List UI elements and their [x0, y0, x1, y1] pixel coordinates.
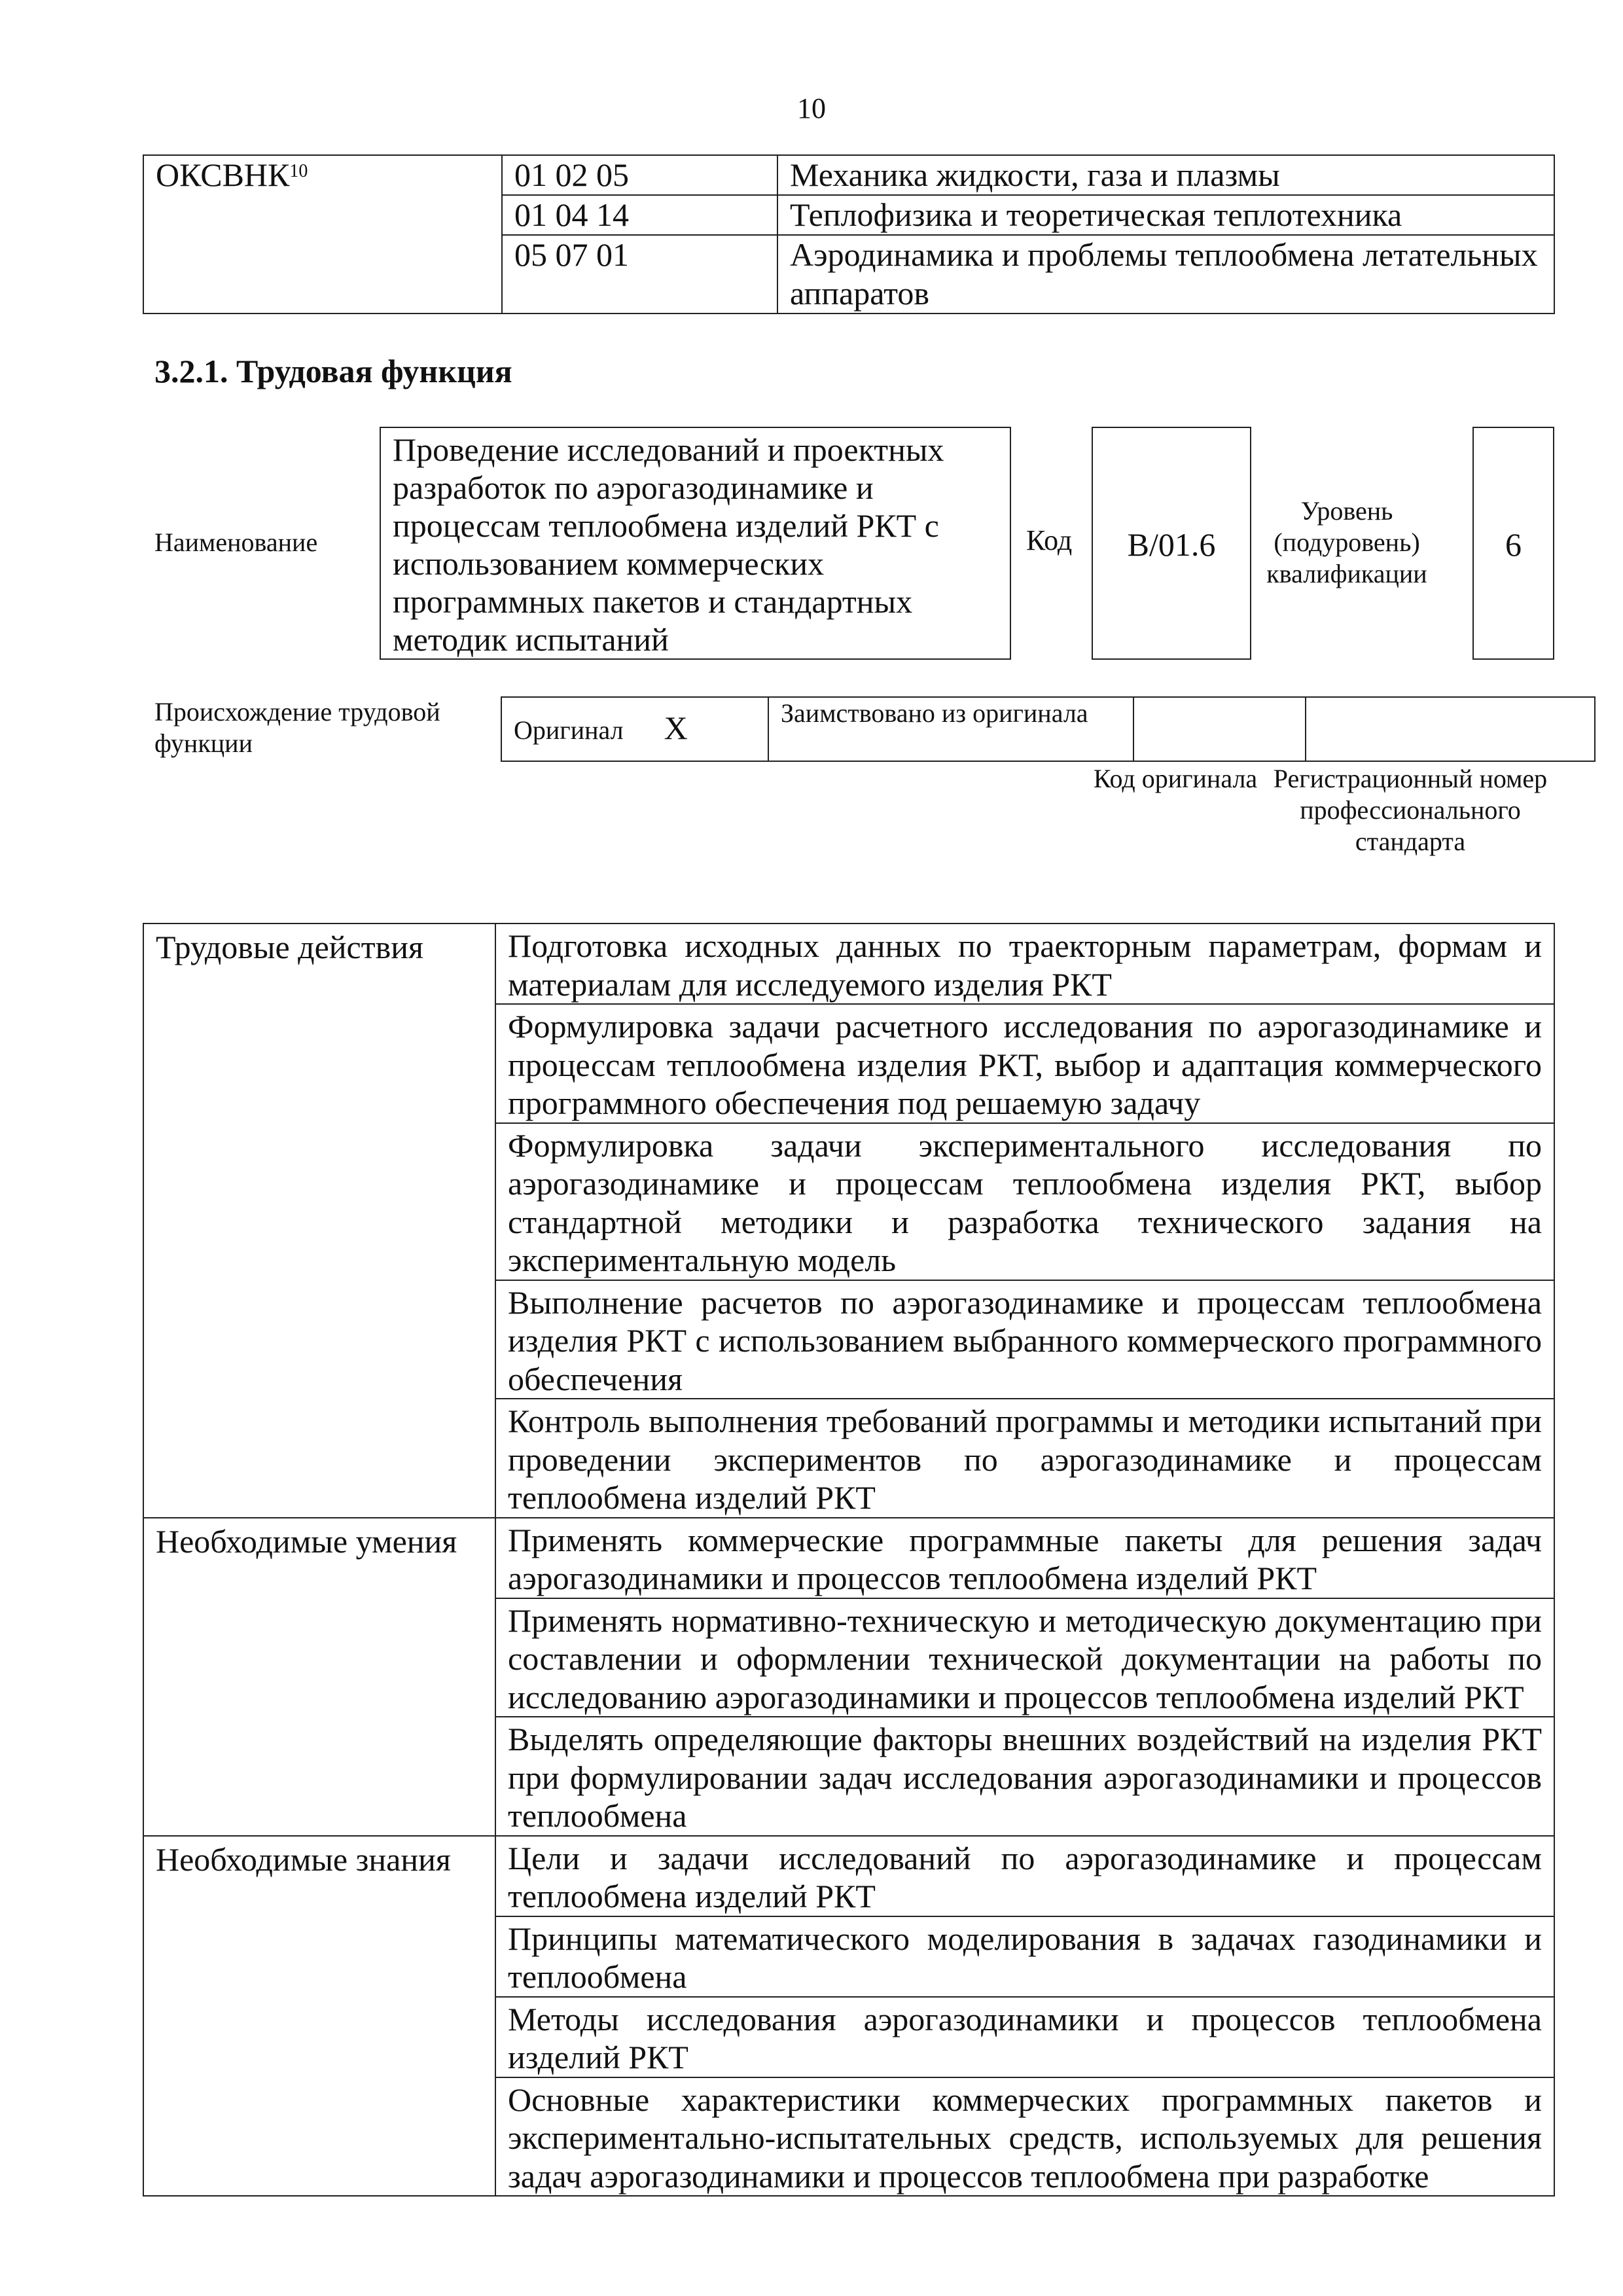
section-heading: Трудовые действия — [143, 924, 495, 1004]
origin-table — [501, 696, 1596, 762]
table-row: Формулировка задачи экспериментального исследования по аэрогазодинамике и процессам теплообмена изделия РКТ, выбор стандартной методики и разработка технического задания на экспериментальную модель — [495, 1123, 1554, 1280]
name-label: Наименование — [154, 528, 318, 557]
table-row: Формулировка задачи расчетного исследования по аэрогазодинамике и процессам теплообмена изделия РКТ, выбор и адаптация коммерческого программного обеспечения под решаемую задачу — [495, 1004, 1554, 1123]
okso-code: 01 04 14 — [502, 195, 777, 235]
okso-footnote: 10 — [289, 161, 308, 181]
origin-code-cell — [1133, 697, 1306, 761]
table-row: Применять коммерческие программные пакеты для решения задач аэрогазодинамики и процессов теплообмена изделий РКТ — [495, 1518, 1554, 1598]
page-number: 10 — [797, 92, 826, 124]
table-row: Выполнение расчетов по аэрогазодинамике и процессам теплообмена изделия РКТ с использованием выбранного коммерческого программного обеспечения — [495, 1280, 1554, 1399]
okso-label: ОКСВНК — [156, 156, 290, 193]
origin-borrowed-label: Заимствовано из оригинала — [768, 697, 1133, 761]
function-code: B/01.6 — [1092, 427, 1251, 660]
table-row: Контроль выполнения требований программы и методики испытаний при проведении экспериментов по аэрогазодинамике и процессам теплообмена изделий РКТ — [495, 1399, 1554, 1518]
table-row: Выделять определяющие факторы внешних воздействий на изделия РКТ при формулировании задач исследования аэрогазодинамики и процессов теплообмена — [495, 1717, 1554, 1836]
table-row: Принципы математического моделирования в задачах газодинамики и теплообмена — [495, 1916, 1554, 1997]
code-label: Код — [1026, 524, 1073, 556]
table-row: Основные характеристики коммерческих программных пакетов и экспериментально-испытательных средств, используемых для решения задач аэрогазодинамики и процессов теплообмена при разработке — [495, 2077, 1554, 2197]
okso-name: Механика жидкости, газа и плазмы — [777, 155, 1554, 195]
table-row: Методы исследования аэрогазодинамики и процессов теплообмена изделий РКТ — [495, 1997, 1554, 2077]
okso-table — [143, 154, 1555, 314]
section-title: 3.2.1. Трудовая функция — [154, 353, 512, 389]
function-details-table — [143, 923, 1555, 2197]
level-label: Уровень (подуровень) квалификации — [1266, 496, 1427, 588]
table-row: Применять нормативно-техническую и методическую документацию при составлении и оформлении технической документации на работы по исследованию аэрогазодинамики и процессов теплообмена изделий РКТ — [495, 1598, 1554, 1717]
okso-code: 05 07 01 — [502, 235, 777, 314]
origin-original-label: Оригинал — [514, 715, 624, 745]
okso-label-cell — [143, 155, 502, 314]
origin-reg-cell — [1306, 697, 1595, 761]
table-row: Цели и задачи исследований по аэрогазодинамике и процессам теплообмена изделий РКТ — [495, 1836, 1554, 1916]
function-level: 6 — [1472, 427, 1554, 660]
okso-name: Теплофизика и теоретическая теплотехника — [777, 195, 1554, 235]
code-original-label: Код оригинала — [1093, 764, 1258, 793]
function-name: Проведение исследований и проектных разработок по аэрогазодинамике и процессам теплообмена изделий РКТ с использованием коммерческих программных пакетов и стандартных методик испытаний — [380, 427, 1011, 660]
table-row: Подготовка исходных данных по траекторным параметрам, формам и материалам для исследуемого изделия РКТ — [495, 924, 1554, 1004]
reg-number-label: Регистрационный номер профессионального стандарта — [1273, 764, 1548, 856]
origin-original-mark: X — [664, 709, 688, 746]
section-heading: Необходимые умения — [143, 1518, 495, 1598]
okso-code: 01 02 05 — [502, 155, 777, 195]
section-heading: Необходимые знания — [143, 1836, 495, 1916]
origin-label: Происхождение трудовой функции — [154, 697, 440, 758]
okso-name: Аэродинамика и проблемы теплообмена летательных аппаратов — [777, 235, 1554, 314]
origin-original-cell — [501, 697, 768, 761]
